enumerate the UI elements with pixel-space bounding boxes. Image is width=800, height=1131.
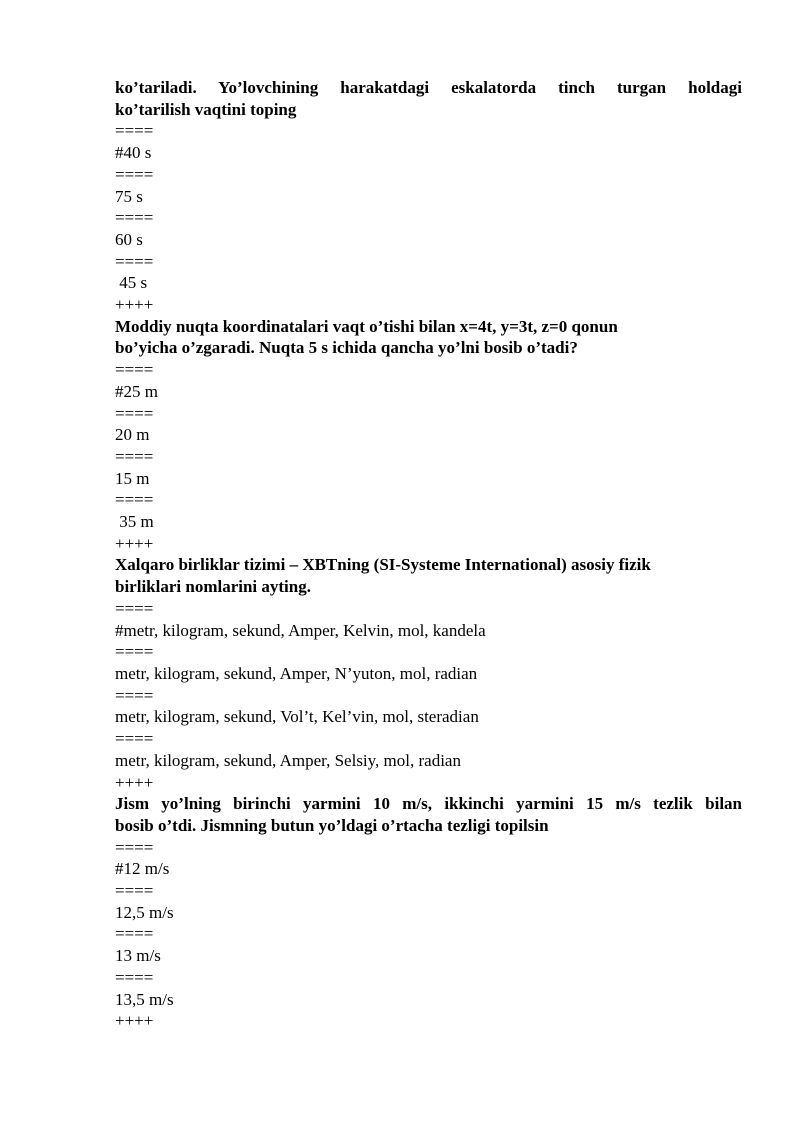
answer-separator: ==== [115,121,154,141]
answer-separator: ==== [115,403,154,423]
question-line: Moddiy nuqta koordinatalari vaqt o’tishi bilan x=4t, y=3t, z=0 qonun [115,316,618,336]
question-line: Jism yo’lning birinchi yarmini 10 m/s, ikkinchi yarmini 15 m/s tezlik bilan [115,794,742,814]
question-end-marker: ++++ [115,1011,154,1031]
question-text [115,316,742,359]
answer-option: 45 s [115,273,148,293]
answer-option: 13,5 m/s [115,989,174,1009]
document-page [115,77,742,1032]
answer-separator: ==== [115,685,154,705]
answer-separator: ==== [115,967,154,987]
question-line: ko’tarilish vaqtini toping [115,99,297,119]
answer-separator: ==== [115,360,154,380]
question-end-marker: ++++ [115,295,154,315]
answer-separator: ==== [115,642,154,662]
question-text [115,554,742,597]
question-line: bosib o’tdi. Jismning butun yo’ldagi o’rtacha tezligi topilsin [115,815,549,835]
question-block [115,316,742,555]
answer-separator: ==== [115,881,154,901]
answer-separator: ==== [115,251,154,271]
answer-option: 35 m [115,512,154,532]
question-line: Xalqaro birliklar tizimi – XBTning (SI-Systeme International) asosiy fizik [115,555,651,575]
answer-option: 13 m/s [115,946,161,966]
correct-answer-option: #metr, kilogram, sekund, Amper, Kelvin, mol, kandela [115,620,486,640]
answer-option: 15 m [115,468,150,488]
question-text [115,793,742,836]
answer-option: 75 s [115,186,143,206]
question-text [115,77,742,120]
question-block [115,77,742,316]
answer-separator: ==== [115,837,154,857]
answer-option: 20 m [115,425,150,445]
answer-option: metr, kilogram, sekund, Amper, Selsiy, mol, radian [115,750,461,770]
answer-separator: ==== [115,924,154,944]
answer-option: 12,5 m/s [115,902,174,922]
answer-separator: ==== [115,729,154,749]
answer-separator: ==== [115,598,154,618]
question-line: ko’tariladi. Yo’lovchining harakatdagi eskalatorda tinch turgan holdagi [115,78,742,97]
answer-separator: ==== [115,490,154,510]
answer-option: metr, kilogram, sekund, Vol’t, Kel’vin, mol, steradian [115,707,479,727]
answer-separator: ==== [115,446,154,466]
question-line: birliklari nomlarini ayting. [115,577,311,597]
question-end-marker: ++++ [115,533,154,553]
question-block [115,554,742,793]
correct-answer-option: #40 s [115,143,152,163]
answer-separator: ==== [115,164,154,184]
question-line: bo’yicha o’zgaradi. Nuqta 5 s ichida qancha yo’lni bosib o’tadi? [115,338,578,358]
correct-answer-option: #12 m/s [115,859,170,879]
correct-answer-option: #25 m [115,381,158,401]
answer-separator: ==== [115,208,154,228]
question-end-marker: ++++ [115,772,154,792]
answer-option: metr, kilogram, sekund, Amper, N’yuton, mol, radian [115,663,478,683]
question-block [115,793,742,1032]
answer-option: 60 s [115,229,143,249]
